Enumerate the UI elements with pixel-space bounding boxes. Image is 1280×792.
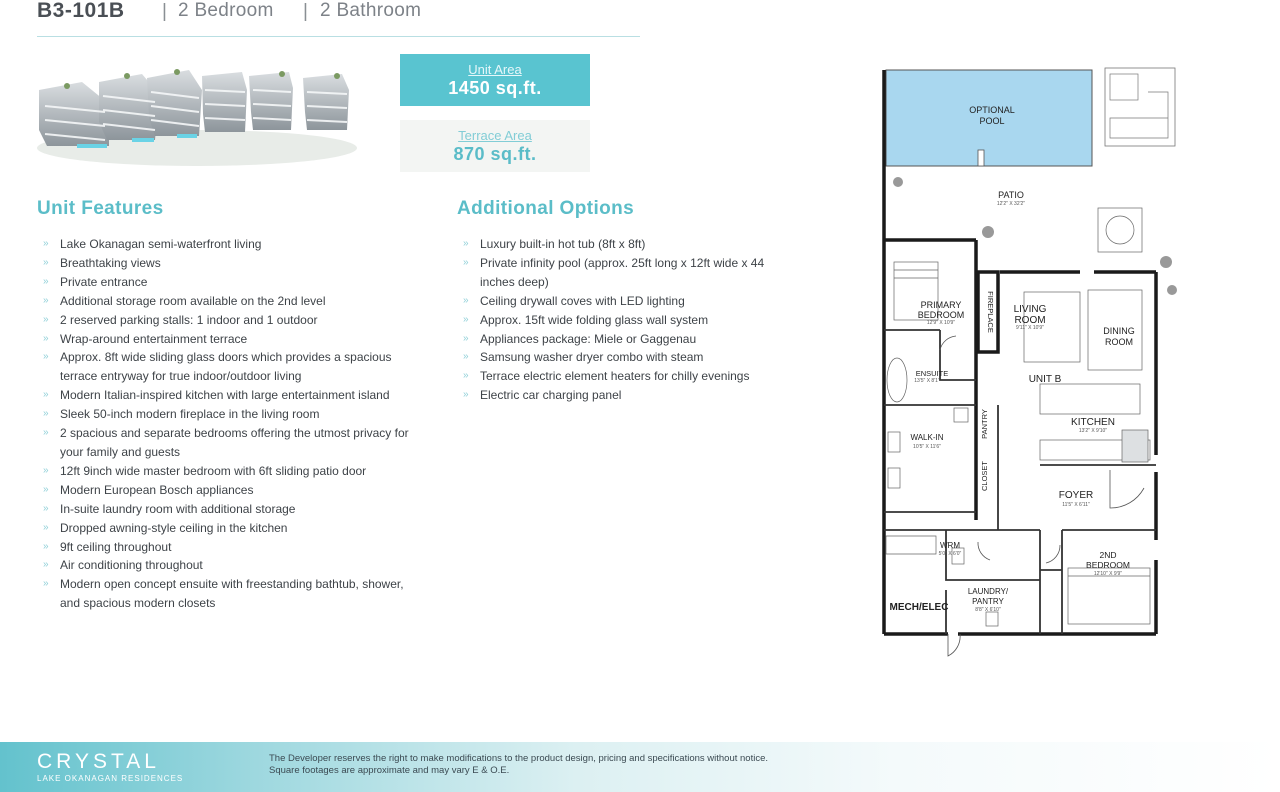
- feature-item: » Private entrance: [37, 273, 417, 292]
- pantry-label: PANTRY: [980, 409, 989, 439]
- patio-dimension: 12'2" X 32'2": [996, 201, 1026, 207]
- option-item: » Luxury built-in hot tub (8ft x 8ft): [457, 235, 797, 254]
- ensuite-dimension: 13'5" X 8'1": [914, 378, 940, 384]
- primary-bedroom-dimension: 12'9" X 10'9": [926, 320, 956, 326]
- additional-options-title: Additional Options: [457, 198, 635, 219]
- dining-room-label-line1: DINING: [1103, 326, 1135, 336]
- unit-area-box: [400, 54, 590, 106]
- feature-item: » 2 spacious and separate bedrooms offering the utmost privacy for your family and guests: [37, 424, 417, 462]
- feature-item: » Additional storage room available on the 2nd level: [37, 292, 417, 311]
- foyer-label: FOYER: [1058, 490, 1094, 501]
- unit-b-label: UNIT B: [1028, 374, 1062, 385]
- feature-item: » Modern Italian-inspired kitchen with large entertainment island: [37, 386, 417, 405]
- second-bedroom-label-line1: 2ND: [1099, 550, 1117, 560]
- patio-label: PATIO: [998, 190, 1024, 200]
- living-room-label-line1: LIVING: [1013, 304, 1047, 315]
- feature-item: » Sleek 50-inch modern fireplace in the living room: [37, 405, 417, 424]
- pool-label-line1: OPTIONAL: [969, 105, 1015, 115]
- bedroom-count: 2 Bedroom: [178, 0, 274, 21]
- feature-item: » Breathtaking views: [37, 254, 417, 273]
- hot-tub: [1105, 68, 1175, 146]
- terrace-area-label: Terrace Area: [458, 128, 532, 143]
- kitchen-dimension: 13'2" X 9'10": [1078, 428, 1108, 434]
- option-item: » Electric car charging panel: [457, 386, 797, 405]
- disclaimer-line-2: Square footages are approximate and may vary E & O.E.: [269, 765, 510, 776]
- feature-item: » Lake Okanagan semi-waterfront living: [37, 235, 417, 254]
- laundry-label-line2: PANTRY: [972, 597, 1004, 606]
- unit-header: [37, 0, 640, 37]
- unit-features-list: [37, 235, 417, 613]
- wrm-label: WRM: [940, 541, 960, 550]
- divider: |: [162, 1, 167, 22]
- brand-tagline: LAKE OKANAGAN RESIDENCES: [37, 774, 184, 783]
- living-room-label-line2: ROOM: [1014, 315, 1046, 326]
- walk-in-label: WALK-IN: [910, 433, 944, 442]
- feature-item: » 9ft ceiling throughout: [37, 538, 417, 557]
- unit-area-value: 1450 sq.ft.: [448, 78, 542, 98]
- unit-area-label: Unit Area: [468, 62, 522, 77]
- walk-in-dimension: 10'5" X 11'6": [913, 444, 941, 450]
- terrace-area-value: 870 sq.ft.: [453, 144, 537, 164]
- additional-options-list: [457, 235, 797, 405]
- footer-bar: [0, 742, 1280, 792]
- dining-room-label-line2: ROOM: [1105, 337, 1133, 347]
- foyer-dimension: 11'5" X 6'11": [1062, 502, 1090, 508]
- option-item: » Terrace electric element heaters for chilly evenings: [457, 367, 797, 386]
- terrace-area-box: [400, 120, 590, 172]
- pool-label-line2: POOL: [979, 116, 1005, 126]
- disclaimer: [269, 753, 969, 777]
- option-item: » Approx. 15ft wide folding glass wall system: [457, 311, 797, 330]
- feature-item: » Dropped awning-style ceiling in the kitchen: [37, 519, 417, 538]
- feature-item: » Modern European Bosch appliances: [37, 481, 417, 500]
- laundry-dimension: 8'8" X 6'10": [975, 607, 1001, 613]
- feature-item: » Approx. 8ft wide sliding glass doors which provides a spacious terrace entryway for true indoor/outdoor living: [37, 348, 417, 386]
- feature-item: » Modern open concept ensuite with freestanding bathtub, shower, and spacious modern closets: [37, 575, 417, 613]
- divider: |: [303, 1, 308, 22]
- option-item: » Ceiling drywall coves with LED lighting: [457, 292, 797, 311]
- closet-label: CLOSET: [980, 460, 989, 492]
- fireplace-label: FIREPLACE: [986, 291, 995, 333]
- feature-item: » In-suite laundry room with additional storage: [37, 500, 417, 519]
- ensuite-label: ENSUITE: [915, 369, 949, 378]
- laundry-label-line1: LAUNDRY/: [967, 587, 1009, 596]
- unit-features-title: Unit Features: [37, 198, 164, 219]
- feature-item: » Air conditioning throughout: [37, 556, 417, 575]
- option-item: » Private infinity pool (approx. 25ft long x 12ft wide x 44 inches deep): [457, 254, 797, 292]
- feature-item: » 12ft 9inch wide master bedroom with 6ft sliding patio door: [37, 462, 417, 481]
- option-item: » Samsung washer dryer combo with steam: [457, 348, 797, 367]
- wrm-dimension: 5'0" X 6'0": [938, 551, 962, 557]
- feature-item: » Wrap-around entertainment terrace: [37, 330, 417, 349]
- feature-item: » 2 reserved parking stalls: 1 indoor and 1 outdoor: [37, 311, 417, 330]
- brand-logo: CRYSTAL: [37, 750, 160, 773]
- mech-elec-label: MECH/ELEC: [889, 602, 949, 613]
- building-rendering: [37, 60, 357, 170]
- living-room-dimension: 9'11" X 10'9": [1016, 325, 1044, 331]
- option-item: » Appliances package: Miele or Gaggenau: [457, 330, 797, 349]
- kitchen-label: KITCHEN: [1071, 417, 1115, 428]
- disclaimer-line-1: The Developer reserves the right to make modifications to the product design, pricing and specifications without notice.: [269, 753, 769, 764]
- second-bedroom-dimension: 12'10" X 9'9": [1093, 571, 1123, 577]
- primary-bedroom-label-line2: BEDROOM: [917, 310, 965, 320]
- primary-bedroom-label-line1: PRIMARY: [920, 300, 962, 310]
- second-bedroom-label-line2: BEDROOM: [1086, 560, 1130, 570]
- bathroom-count: 2 Bathroom: [320, 0, 422, 21]
- unit-code: B3-101B: [37, 0, 125, 22]
- floor-plan: [878, 64, 1180, 664]
